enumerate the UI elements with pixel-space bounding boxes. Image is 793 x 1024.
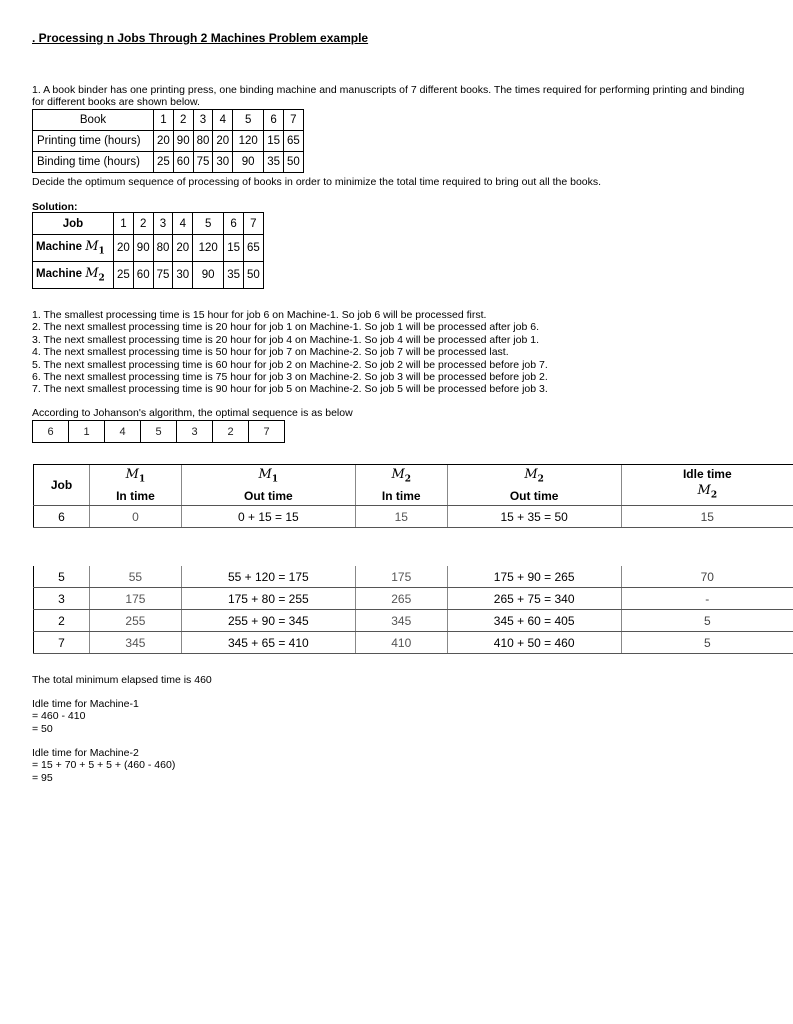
m2-in-cell: 345	[355, 610, 447, 632]
sequence-cell: 2	[213, 421, 249, 443]
schedule-rows-table	[33, 566, 793, 654]
m1-out-cell: 55 + 120 = 175	[181, 566, 355, 588]
m2-out-cell: 15 + 35 = 50	[447, 506, 621, 528]
job-col: 5	[193, 213, 224, 235]
cell: 15	[264, 131, 284, 152]
table-row	[34, 566, 793, 588]
job-col: 6	[224, 213, 244, 235]
idle-cell: 5	[621, 632, 793, 654]
books-table	[32, 109, 304, 173]
page-title: . Processing n Jobs Through 2 Machines Problem example	[32, 31, 369, 45]
table-row	[34, 588, 793, 610]
problem-line-2: for different books are shown below.	[32, 96, 200, 108]
schedule-bottom	[0, 566, 742, 650]
m1-symbol: $M_1$	[258, 467, 279, 485]
books-col: 6	[264, 110, 284, 131]
books-col: 7	[283, 110, 303, 131]
list-item: 3. The next smallest processing time is 20 hour for job 4 on Machine-1. So job 4 will be processed after job 1.	[32, 333, 539, 346]
m1-out-header: $M_1$ Out time	[181, 465, 355, 506]
cell: 90	[173, 131, 193, 152]
list-item: 7. The next smallest processing time is 90 hour for job 5 on Machine-2. So job 5 will be processed before job 3.	[32, 383, 548, 396]
books-col: 5	[233, 110, 264, 131]
job-col: 4	[173, 213, 193, 235]
decide-text: Decide the optimum sequence of processing of books in order to minimize the total time required to bring out all the books.	[32, 176, 602, 188]
m2-out-header: $M_2$ Out time	[447, 465, 621, 506]
idle-header: Idle time $M_2$	[621, 465, 793, 506]
idle1-label: Idle time for Machine-1	[32, 698, 139, 710]
table-row	[34, 506, 793, 528]
total-time-text: The total minimum elapsed time is 460	[32, 674, 212, 686]
books-col: 4	[213, 110, 233, 131]
cell: 25	[154, 152, 174, 173]
job-col: 3	[153, 213, 173, 235]
cell: 60	[133, 262, 153, 289]
m1-in-cell: 255	[89, 610, 181, 632]
cell: 20	[154, 131, 174, 152]
m2-in-cell: 15	[355, 506, 447, 528]
m2-in-cell: 175	[355, 566, 447, 588]
according-text: According to Johanson's algorithm, the optimal sequence is as below	[32, 407, 353, 419]
table-row	[34, 632, 793, 654]
row-label: Printing time (hours)	[33, 131, 154, 152]
sequence-cell: 5	[141, 421, 177, 443]
cell: 90	[133, 235, 153, 262]
cell: 25	[114, 262, 134, 289]
m2-in-cell: 265	[355, 588, 447, 610]
table-row	[33, 152, 304, 173]
books-col: 3	[193, 110, 213, 131]
list-item: 2. The next smallest processing time is 20 hour for job 1 on Machine-1. So job 1 will be processed after job 6.	[32, 321, 539, 334]
cell: 50	[283, 152, 303, 173]
books-col: 1	[154, 110, 174, 131]
cell: 50	[243, 262, 263, 289]
steps-list	[32, 309, 548, 396]
list-item: 4. The next smallest processing time is 50 hour for job 7 on Machine-2. So job 7 will be processed last.	[32, 346, 509, 359]
cell: 35	[264, 152, 284, 173]
row-label: Binding time (hours)	[33, 152, 154, 173]
m2-out-cell: 410 + 50 = 460	[447, 632, 621, 654]
sequence-cell: 7	[249, 421, 285, 443]
cell: 20	[114, 235, 134, 262]
cell: 80	[153, 235, 173, 262]
job-header-label: Job	[33, 213, 114, 235]
job-cell: 2	[34, 610, 90, 632]
sequence-table	[32, 420, 285, 443]
cell: 75	[153, 262, 173, 289]
table-row	[33, 235, 264, 262]
problem-line-1: 1. A book binder has one printing press, one binding machine and manuscripts of 7 different books. The times required for performing printing and binding	[32, 84, 745, 96]
m2-in-header: $M_2$ In time	[355, 465, 447, 506]
m1-out-cell: 0 + 15 = 15	[181, 506, 355, 528]
table-row	[34, 610, 793, 632]
cell: 90	[193, 262, 224, 289]
m1-in-cell: 0	[89, 506, 181, 528]
m1-out-cell: 175 + 80 = 255	[181, 588, 355, 610]
m1-in-cell: 55	[89, 566, 181, 588]
row-label: Machine $M_1$	[33, 235, 114, 262]
m2-symbol: $M_2$	[391, 467, 412, 485]
cell: 75	[193, 152, 213, 173]
cell: 80	[193, 131, 213, 152]
m2-out-cell: 265 + 75 = 340	[447, 588, 621, 610]
row-label: Machine $M_2$	[33, 262, 114, 289]
idle2-line: = 95	[32, 771, 53, 784]
cell: 120	[233, 131, 264, 152]
m1-out-cell: 345 + 65 = 410	[181, 632, 355, 654]
idle-machine-1	[32, 698, 139, 735]
m2-symbol: $M_2$	[85, 266, 105, 284]
job-col: 2	[133, 213, 153, 235]
books-col: 2	[173, 110, 193, 131]
m1-symbol: $M_1$	[125, 467, 146, 485]
sequence-cell: 4	[105, 421, 141, 443]
cell: 60	[173, 152, 193, 173]
idle-cell: 5	[621, 610, 793, 632]
job-cell: 3	[34, 588, 90, 610]
list-item: 1. The smallest processing time is 15 hour for job 6 on Machine-1. So job 6 will be processed first.	[32, 309, 487, 321]
books-header-label: Book	[33, 110, 154, 131]
sequence-cell: 6	[33, 421, 69, 443]
sequence-cell: 3	[177, 421, 213, 443]
job-header: Job	[34, 465, 90, 506]
job-cell: 7	[34, 632, 90, 654]
cell: 15	[224, 235, 244, 262]
idle1-line: = 50	[32, 722, 53, 735]
m2-in-cell: 410	[355, 632, 447, 654]
m1-out-cell: 255 + 90 = 345	[181, 610, 355, 632]
idle-cell: 15	[621, 506, 793, 528]
idle-cell: 70	[621, 566, 793, 588]
job-cell: 6	[34, 506, 90, 528]
solution-label: Solution:	[32, 201, 78, 213]
m1-in-header: $M_1$ In time	[89, 465, 181, 506]
idle2-label: Idle time for Machine-2	[32, 747, 139, 759]
cell: 20	[213, 131, 233, 152]
m2-symbol: $M_2$	[524, 467, 544, 485]
idle1-line: = 460 - 410	[32, 710, 86, 723]
m1-symbol: $M_1$	[85, 239, 105, 257]
cell: 120	[193, 235, 224, 262]
m2-symbol: $M_2$	[697, 483, 718, 501]
cell: 30	[213, 152, 233, 173]
job-col: 1	[114, 213, 134, 235]
sequence-cell: 1	[69, 421, 105, 443]
job-cell: 5	[34, 566, 90, 588]
schedule-top	[0, 464, 742, 524]
job-col: 7	[243, 213, 263, 235]
cell: 35	[224, 262, 244, 289]
schedule-header-table	[33, 464, 793, 528]
list-item: 6. The next smallest processing time is 75 hour for job 3 on Machine-2. So job 3 will be processed before job 2.	[32, 371, 548, 384]
m2-out-cell: 175 + 90 = 265	[447, 566, 621, 588]
list-item: 5. The next smallest processing time is 60 hour for job 2 on Machine-2. So job 2 will be processed before job 7.	[32, 358, 548, 371]
cell: 30	[173, 262, 193, 289]
m1-in-cell: 175	[89, 588, 181, 610]
cell: 65	[283, 131, 303, 152]
table-row	[33, 131, 304, 152]
m1-in-cell: 345	[89, 632, 181, 654]
m2-out-cell: 345 + 60 = 405	[447, 610, 621, 632]
solution-table	[32, 212, 264, 289]
cell: 20	[173, 235, 193, 262]
cell: 90	[233, 152, 264, 173]
idle-cell: -	[621, 588, 793, 610]
cell: 65	[243, 235, 263, 262]
idle2-line: = 15 + 70 + 5 + 5 + (460 - 460)	[32, 759, 176, 772]
idle-machine-2	[32, 747, 175, 784]
table-row	[33, 262, 264, 289]
